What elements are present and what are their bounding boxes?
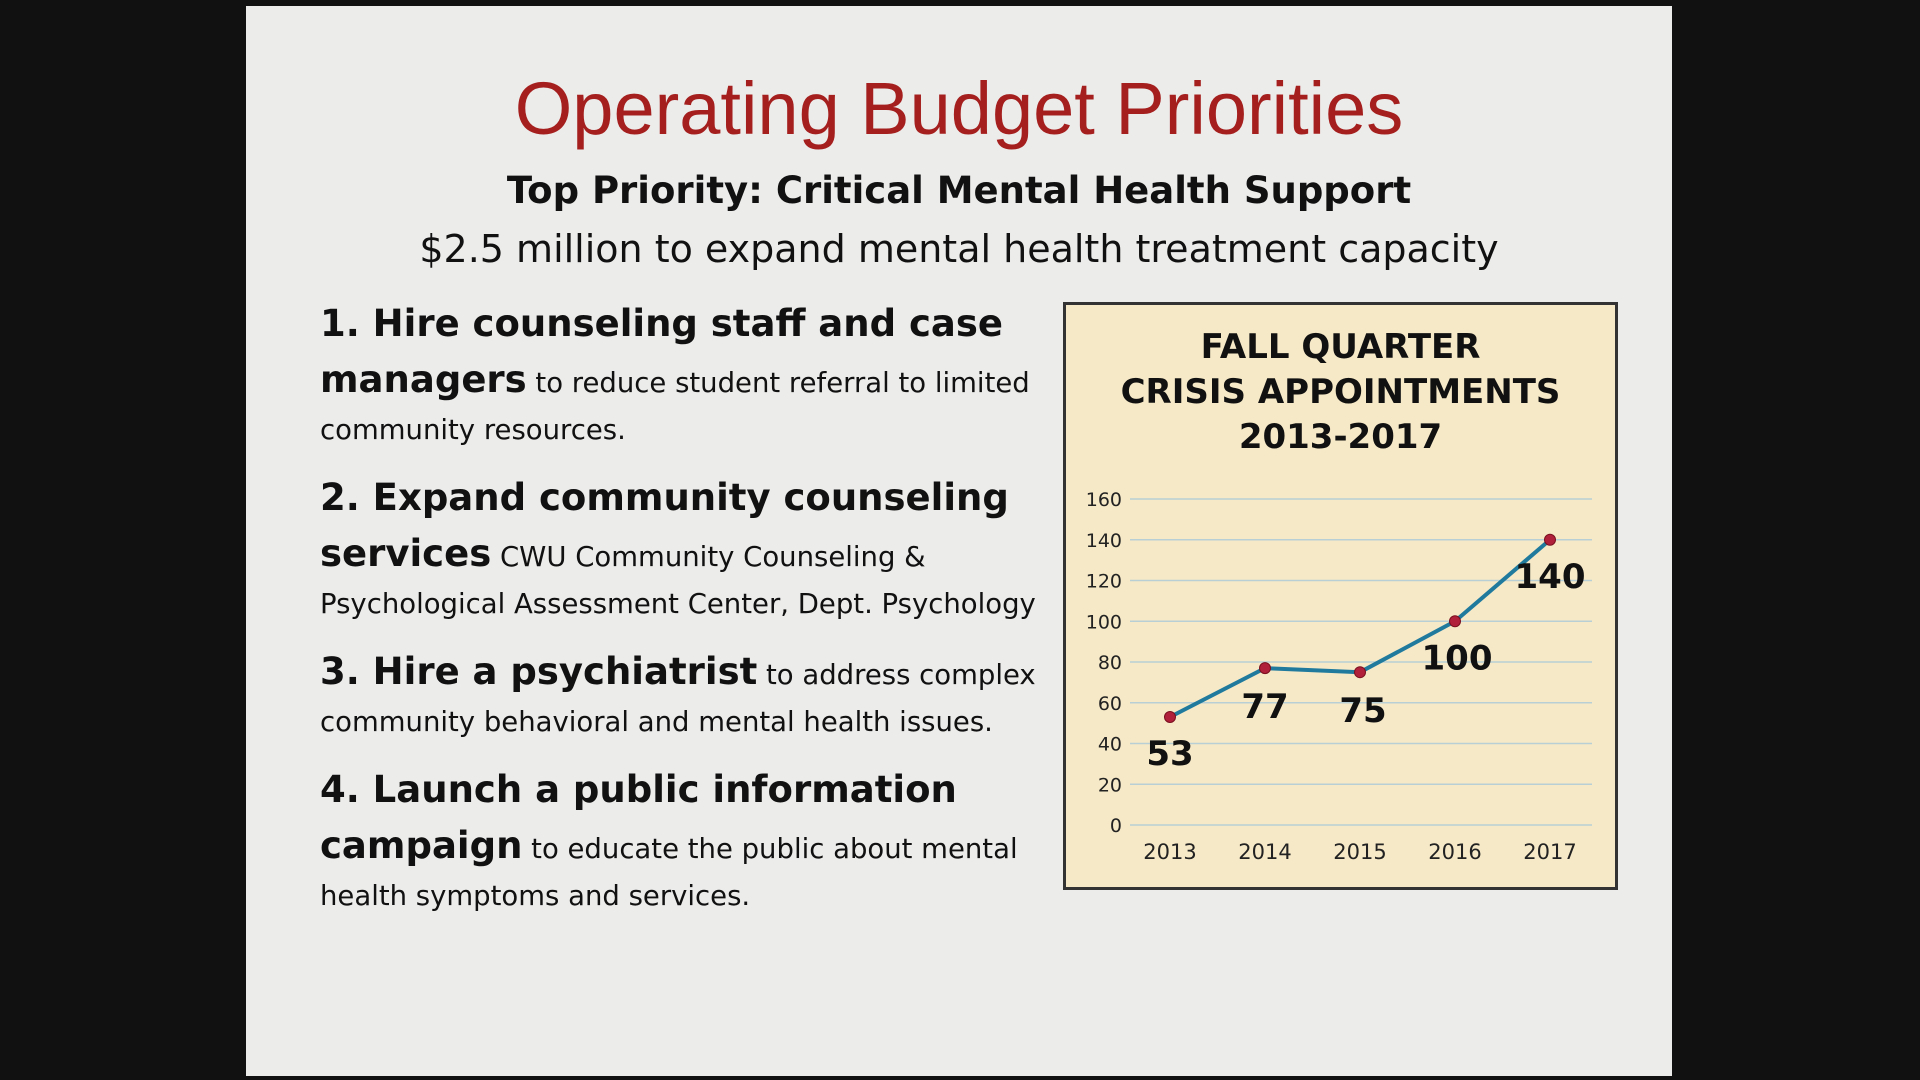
priority-item [320, 762, 1060, 918]
y-tick-label: 100 [1085, 611, 1122, 634]
y-tick-label: 40 [1097, 733, 1122, 756]
priority-item-description: CWU Community Counseling & Psychological Assessment Center, Dept. Psychology [320, 541, 1036, 620]
priority-list [320, 296, 1060, 936]
data-point [1260, 663, 1271, 674]
priority-item-description: to address complex community behavioral and mental health issues. [320, 659, 1036, 738]
data-point [1545, 534, 1556, 545]
slide-subtitle-amount: $2.5 million to expand mental health treatment capacity [419, 227, 1499, 271]
data-point [1450, 616, 1461, 627]
priority-item-heading: 1. Hire counseling staff and case managers [320, 302, 1004, 401]
chart-panel [1063, 302, 1618, 890]
x-tick-label: 2016 [1428, 840, 1482, 864]
data-label: 140 [1514, 556, 1586, 597]
y-tick-label: 60 [1097, 692, 1122, 715]
data-label: 77 [1241, 687, 1289, 728]
line-chart [1066, 305, 1615, 887]
priority-item-heading: 3. Hire a psychiatrist [320, 650, 758, 693]
y-tick-label: 20 [1097, 774, 1122, 797]
data-label: 75 [1339, 691, 1387, 732]
chart-title-line: CRISIS APPOINTMENTS [1120, 372, 1561, 412]
data-label: 100 [1421, 638, 1493, 679]
data-label: 53 [1146, 734, 1194, 775]
chart-title-line: 2013-2017 [1238, 417, 1443, 457]
x-tick-label: 2013 [1143, 840, 1197, 864]
y-tick-label: 120 [1085, 570, 1122, 593]
y-tick-label: 140 [1085, 529, 1122, 552]
priority-item [320, 296, 1060, 452]
x-tick-label: 2014 [1238, 840, 1292, 864]
data-point [1355, 667, 1366, 678]
y-tick-label: 0 [1109, 815, 1122, 837]
slide-subtitle: Top Priority: Critical Mental Health Support [506, 169, 1412, 212]
priority-item [320, 470, 1060, 626]
priority-item-description: to reduce student referral to limited community resources. [320, 367, 1030, 446]
x-tick-label: 2015 [1333, 840, 1387, 864]
slide-title: Operating Budget Priorities [514, 67, 1404, 150]
priority-item-description: to educate the public about mental health symptoms and services. [320, 833, 1018, 912]
priority-item [320, 644, 1060, 744]
y-tick-label: 80 [1097, 652, 1122, 674]
chart-title-line: FALL QUARTER [1200, 327, 1481, 367]
priority-item-heading: 4. Launch a public information campaign [320, 768, 957, 867]
slide [246, 6, 1672, 1076]
x-tick-label: 2017 [1523, 840, 1577, 864]
y-tick-label: 160 [1085, 489, 1122, 511]
priority-item-heading: 2. Expand community counseling services [320, 476, 1009, 575]
data-point [1165, 712, 1176, 723]
